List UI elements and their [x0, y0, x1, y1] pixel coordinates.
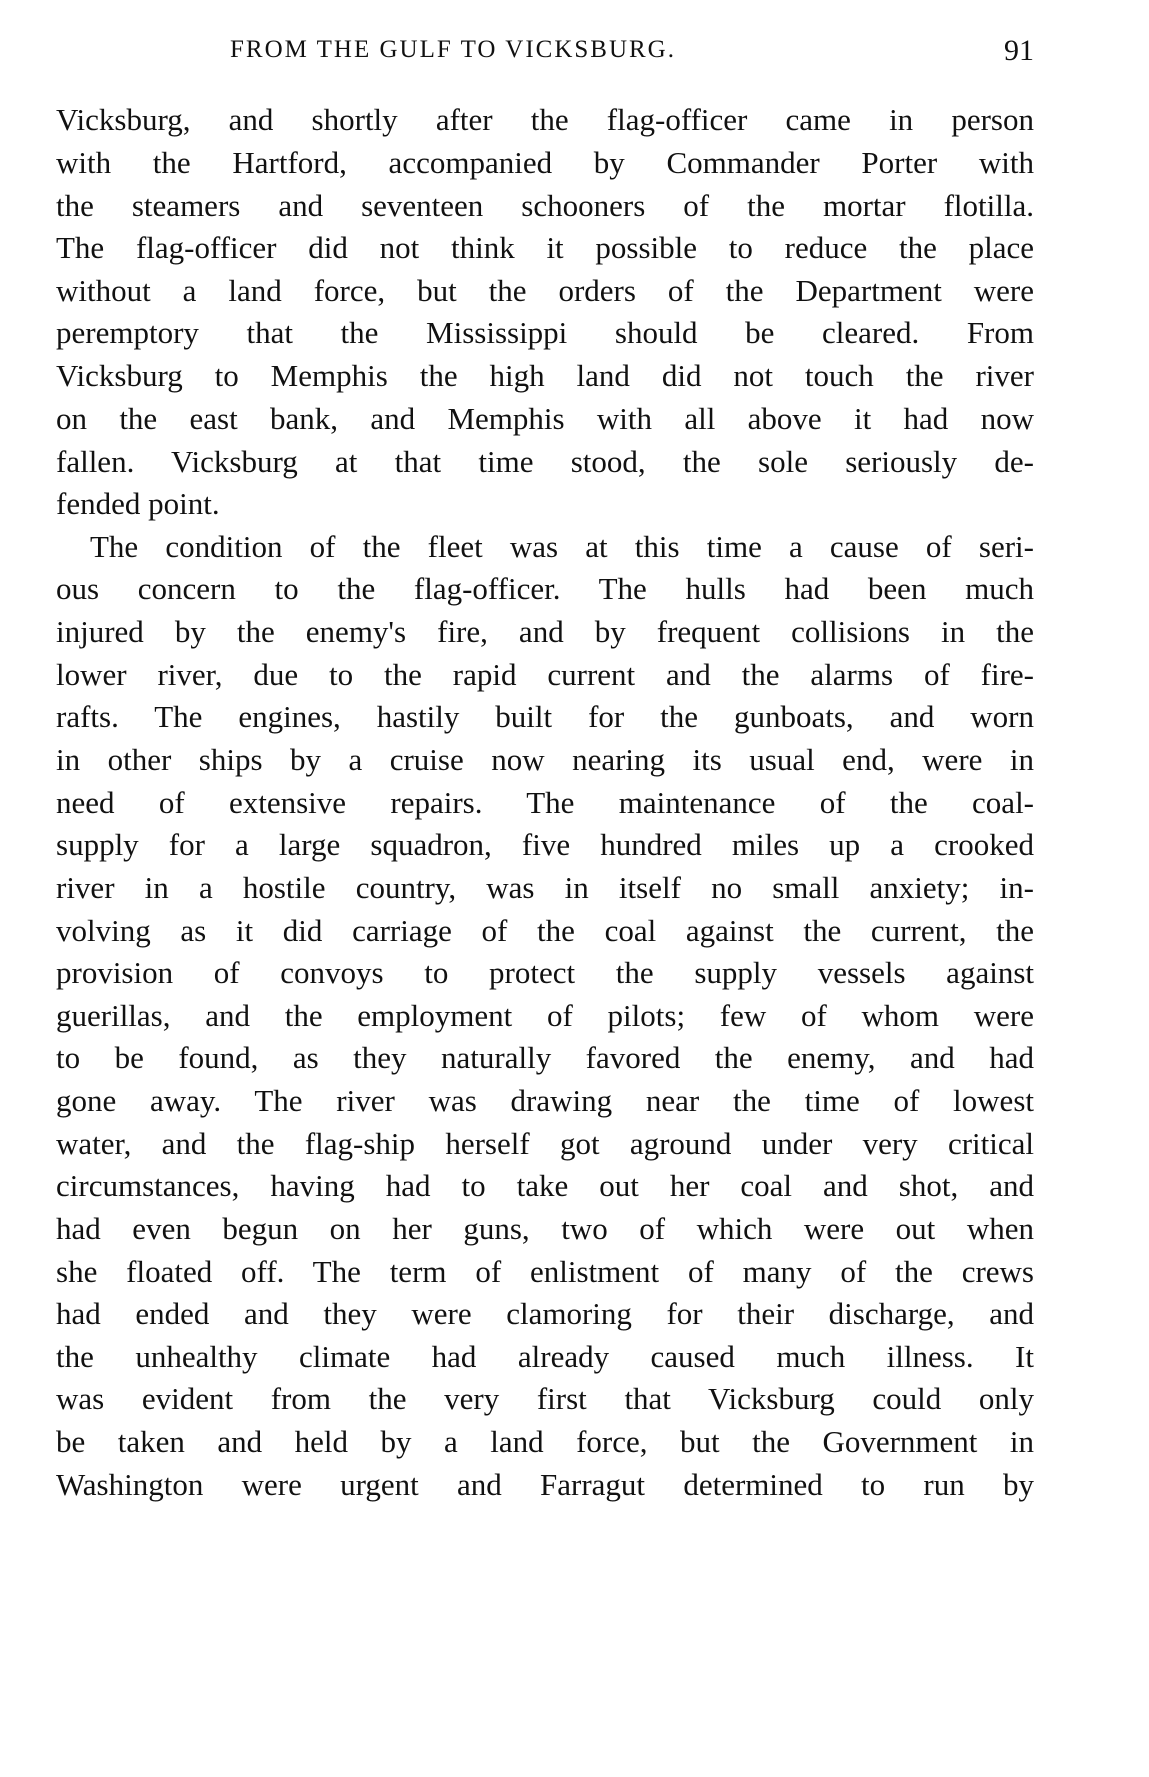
text-line: guerillas, and the employment of pilots; few of whom were	[56, 998, 1034, 1033]
text-line: she floated off. The term of enlistment of many of the crews	[56, 1254, 1034, 1289]
text-line: on the east bank, and Memphis with all above it had now	[56, 401, 1034, 436]
text-line: had even begun on her guns, two of which were out when	[56, 1211, 1034, 1246]
text-line: circumstances, having had to take out her coal and shot, and	[56, 1168, 1034, 1203]
text-line: need of extensive repairs. The maintenance of the coal-	[56, 785, 1034, 820]
text-line: the unhealthy climate had already caused much illness. It	[56, 1339, 1034, 1374]
text-line: with the Hartford, accompanied by Commander Porter with	[56, 145, 1034, 180]
text-line: water, and the flag-ship herself got aground under very critical	[56, 1126, 1034, 1161]
text-line: rafts. The engines, hastily built for the gunboats, and worn	[56, 699, 1034, 734]
text-line: to be found, as they naturally favored the enemy, and had	[56, 1040, 1034, 1075]
text-line: in other ships by a cruise now nearing its usual end, were in	[56, 742, 1034, 777]
text-line: without a land force, but the orders of the Department were	[56, 273, 1034, 308]
page-number: 91	[1004, 34, 1034, 67]
text-line: The flag-officer did not think it possible to reduce the place	[56, 230, 1034, 265]
text-line: peremptory that the Mississippi should be cleared. From	[56, 315, 1034, 350]
text-line: river in a hostile country, was in itself no small anxiety; in-	[56, 870, 1034, 905]
text-line: injured by the enemy's fire, and by frequent collisions in the	[56, 614, 1034, 649]
text-line: Vicksburg, and shortly after the flag-officer came in person	[56, 102, 1034, 137]
running-title: FROM THE GULF TO VICKSBURG.	[230, 36, 676, 63]
text-line: provision of convoys to protect the supply vessels against	[56, 955, 1034, 990]
text-line: fallen. Vicksburg at that time stood, the sole seriously de-	[56, 444, 1034, 479]
text-line: was evident from the very first that Vicksburg could only	[56, 1381, 1034, 1416]
text-line: gone away. The river was drawing near the time of lowest	[56, 1083, 1034, 1118]
text-line: Washington were urgent and Farragut determined to run by	[56, 1467, 1034, 1502]
text-line: volving as it did carriage of the coal against the current, the	[56, 913, 1034, 948]
text-line: ous concern to the flag-officer. The hulls had been much	[56, 571, 1034, 606]
text-line: Vicksburg to Memphis the high land did not touch the river	[56, 358, 1034, 393]
text-line: lower river, due to the rapid current and the alarms of fire-	[56, 657, 1034, 692]
text-line: The condition of the fleet was at this time a cause of seri-	[90, 529, 1034, 564]
text-line: be taken and held by a land force, but the Government in	[56, 1424, 1034, 1459]
text-line: the steamers and seventeen schooners of the mortar flotilla.	[56, 188, 1034, 223]
text-line: supply for a large squadron, five hundred miles up a crooked	[56, 827, 1034, 862]
text-line: fended point.	[56, 486, 220, 521]
text-line: had ended and they were clamoring for their discharge, and	[56, 1296, 1034, 1331]
running-head	[54, 36, 1034, 76]
